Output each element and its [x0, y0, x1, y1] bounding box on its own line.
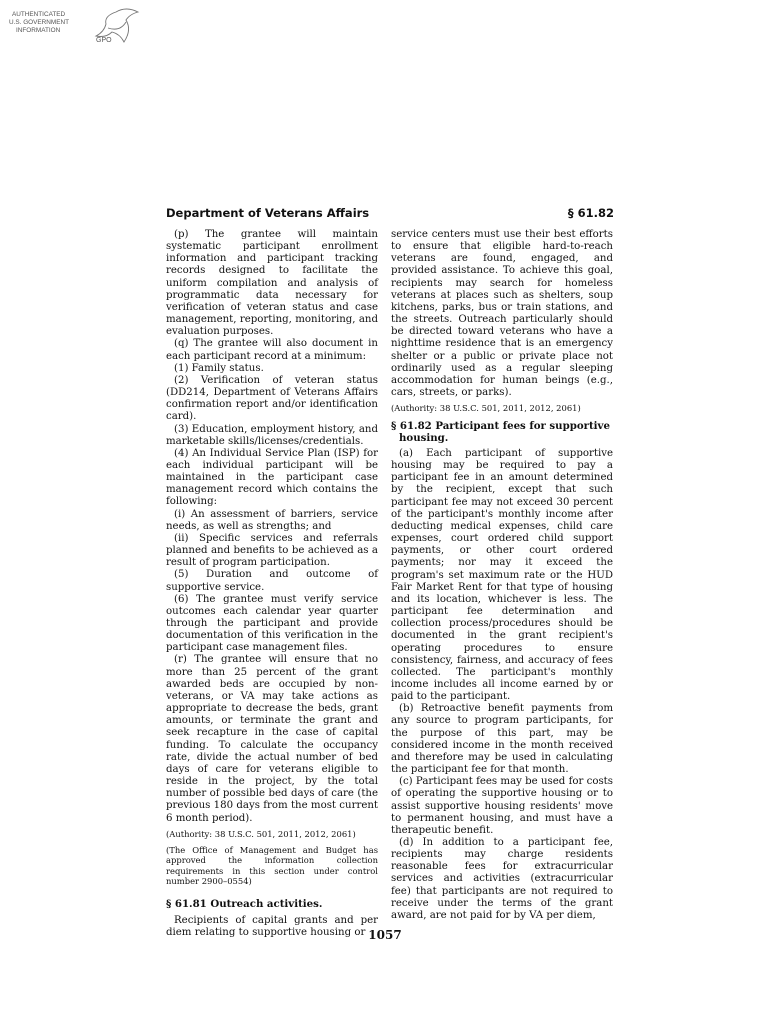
section-number: § 61.82 — [567, 206, 614, 220]
paragraph: (4) An Individual Service Plan (ISP) for each individual participant will be maintained in the participant case management record which contains the following: — [166, 447, 378, 508]
seal-line-2: U.S. GOVERNMENT — [9, 19, 70, 26]
paragraph: (p) The grantee will maintain systematic participant enrollment information and participant tracking records designed to facilitate the uniform compilation and analysis of programmatic data necessary for verification of veteran status and case management, reporting, monitoring, and evaluation purposes. — [166, 229, 378, 338]
seal-line-1: AUTHENTICATED — [12, 11, 66, 18]
gpo-authentication-seal — [8, 6, 140, 54]
paragraph: (r) The grantee will ensure that no more than 25 percent of the grant awarded beds are occupied by non-veterans, or VA may take actions as appropriate to decrease the beds, grant amounts, or terminate the grant and seek recapture in the case of capital funding. To calculate the occupancy rate, divide the actual number of bed days of care for veterans eligible to reside in the project, by the total number of possible bed days of care (the previous 180 days from the most current 6 month period). — [166, 654, 378, 824]
page-number: 1057 — [368, 928, 402, 942]
paragraph: (i) An assessment of barriers, service needs, as well as strengths; and — [166, 508, 378, 532]
paragraph: (b) Retroactive benefit payments from any source to program participants, for the purpose of this part, may be considered income in the month received and therefore may be used in calculating the participant fee for that month. — [391, 703, 613, 776]
gpo-eagle-logo — [8, 6, 140, 54]
paragraph: (1) Family status. — [174, 362, 264, 374]
right-column — [391, 229, 613, 922]
paragraph: (c) Participant fees may be used for costs of operating the supportive housing or to assist supportive housing residents' move to permanent housing, and must have a therapeutic benefit. — [391, 776, 613, 836]
paragraph: (q) The grantee will also document in each participant record at a minimum: — [166, 338, 378, 362]
paragraph: (a) Each participant of supportive housing may be required to pay a participant fee in an amount determined by the recipient, except that such participant fee may not exceed 30 percent of the participant's monthly income after deducting medical expenses, child care expenses, court ordered child support payments, or other court ordered payments; nor may it exceed the program's set maximum rate or the HUD Fair Market Rent for that type of housing and its location, whichever is less. The participant fee determination and collection process/procedures should be documented in the grant recipient's operating procedures to ensure consistency, fairness, and accuracy of fees collected. The participant's monthly income includes all income earned by or paid to the participant. — [391, 448, 613, 703]
section-heading: § 61.81 Outreach activities. — [166, 898, 323, 911]
section-heading: § 61.82 Participant fees for supportive housing. — [391, 419, 610, 444]
seal-line-3: INFORMATION — [16, 27, 61, 34]
running-head — [166, 206, 614, 222]
paragraph: (6) The grantee must verify service outcomes each calendar year quarter through the participant and provide documentation of this verification in the participant case management files. — [166, 593, 378, 654]
omb-note: (The Office of Management and Budget has approved the information collection requirements in this section under control number 2900–0554) — [166, 845, 378, 887]
seal-gpo-text: GPO — [96, 37, 112, 44]
agency-title: Department of Veterans Affairs — [166, 206, 370, 220]
paragraph: (5) Duration and outcome of supportive service. — [166, 569, 378, 593]
paragraph: Recipients of capital grants and per diem relating to supportive housing or — [166, 914, 378, 938]
paragraph: (d) In addition to a participant fee, recipients may charge residents reasonable fees for extracurricular services and activities (extracurricular fee) that participants are not required to receive under the terms of the grant award, are not paid for by VA per diem, — [391, 837, 613, 921]
left-column — [166, 229, 378, 939]
paragraph: (2) Verification of veteran status (DD214, Department of Veterans Affairs confirmation report and/or identification card). — [166, 374, 378, 423]
authority-citation: (Authority: 38 U.S.C. 501, 2011, 2012, 2061) — [391, 403, 581, 414]
authority-citation: (Authority: 38 U.S.C. 501, 2011, 2012, 2061) — [166, 828, 356, 839]
paragraph: (ii) Specific services and referrals planned and benefits to be achieved as a result of program participation. — [166, 532, 378, 569]
paragraph: service centers must use their best efforts to ensure that eligible hard-to-reach veterans are found, engaged, and provided assistance. To achieve this goal, recipients may search for homeless veterans at places such as shelters, soup kitchens, parks, bus or train stations, and the streets. Outreach particularly should be directed toward veterans who have a nighttime residence that is an emergency shelter or a public or private place not ordinarily used as a regular sleeping accommodation for human beings (e.g., cars, streets, or parks). — [391, 229, 613, 399]
paragraph: (3) Education, employment history, and marketable skills/licenses/credentials. — [166, 423, 378, 447]
